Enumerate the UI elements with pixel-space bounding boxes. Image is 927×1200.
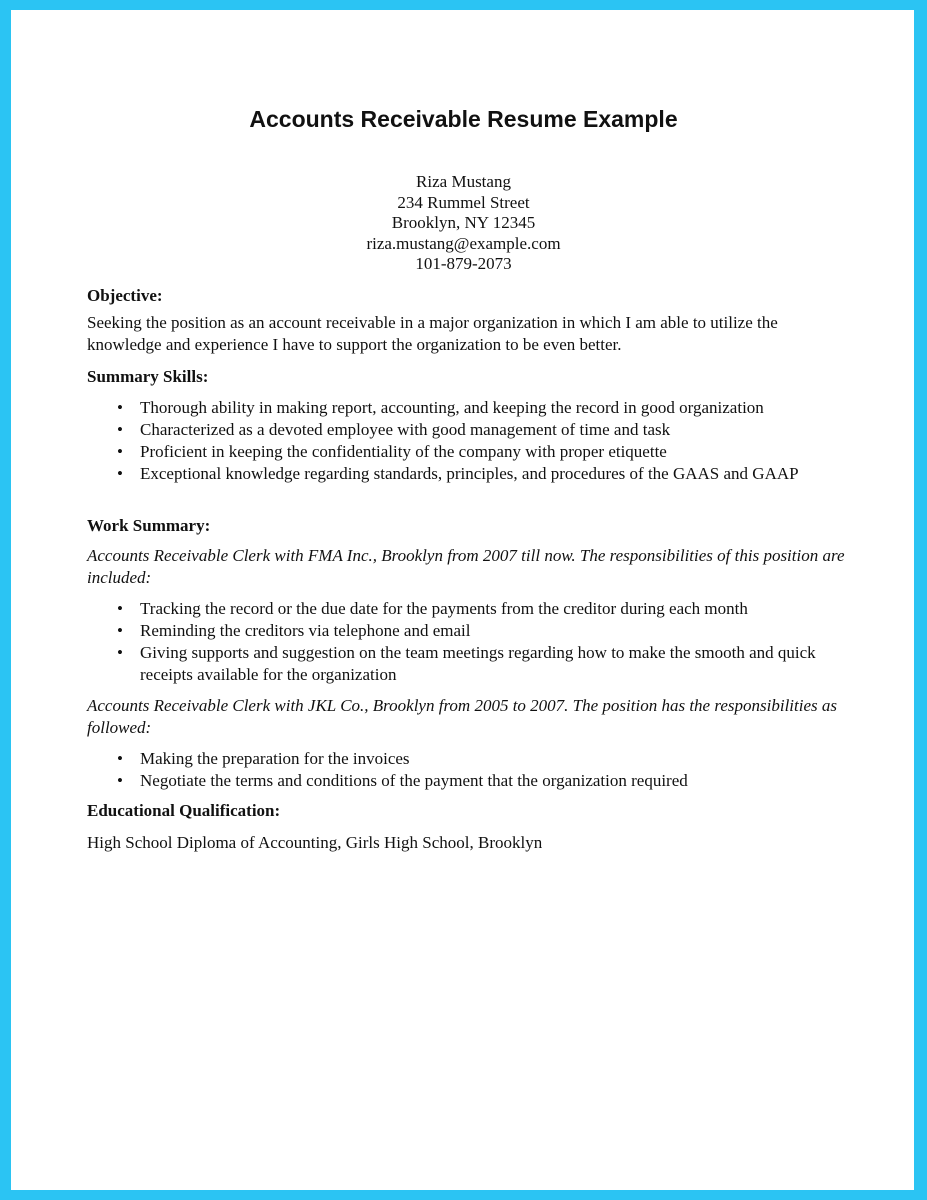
contact-phone: 101-879-2073	[415, 254, 512, 273]
contact-name: Riza Mustang	[416, 172, 511, 191]
duty-text: Giving supports and suggestion on the team meetings regarding how to make the smooth and quick receipts available for the organization	[140, 643, 816, 684]
education-text: High School Diploma of Accounting, Girls High School, Brooklyn	[87, 833, 543, 852]
work-heading: Work Summary:	[87, 516, 211, 535]
education-heading: Educational Qualification:	[87, 801, 281, 820]
duty-text: Negotiate the terms and conditions of the payment that the organization required	[140, 771, 688, 790]
work-section	[87, 515, 847, 792]
objective-heading: Objective:	[87, 286, 163, 305]
job-2-duties	[87, 748, 847, 792]
list-item	[87, 642, 847, 686]
document-title: Accounts Receivable Resume Example	[249, 106, 678, 132]
job-intro-2: Accounts Receivable Clerk with JKL Co., Brooklyn from 2005 to 2007. The position has the responsibilities as followed:	[87, 696, 837, 737]
contact-city: Brooklyn, NY 12345	[391, 213, 536, 232]
list-item	[87, 441, 847, 463]
contact-street: 234 Rummel Street	[397, 192, 530, 212]
skills-heading: Summary Skills:	[87, 367, 209, 386]
duty-text: Tracking the record or the due date for the payments from the creditor during each month	[140, 599, 748, 618]
skill-text: Exceptional knowledge regarding standards, principles, and procedures of the GAAS and GAAP	[140, 464, 799, 483]
list-item	[87, 598, 847, 620]
bullet-icon: •	[117, 599, 123, 618]
job-intro-1: Accounts Receivable Clerk with FMA Inc., Brooklyn from 2007 till now. The responsibilities of this position are included:	[87, 546, 845, 587]
duty-text: Making the preparation for the invoices	[140, 749, 410, 768]
bullet-icon: •	[117, 442, 123, 461]
objective-section	[87, 285, 847, 356]
contact-email: riza.mustang@example.com	[366, 233, 561, 253]
objective-text: Seeking the position as an account receivable in a major organization in which I am able to utilize the knowledge and experience I have to support the organization to be even better.	[87, 313, 778, 354]
skill-text: Proficient in keeping the confidentiality of the company with proper etiquette	[140, 442, 667, 461]
contact-block	[0, 172, 927, 275]
bullet-icon: •	[117, 621, 123, 640]
bullet-icon: •	[117, 643, 123, 662]
bullet-icon: •	[117, 420, 123, 439]
skills-list	[87, 397, 847, 485]
list-item	[87, 419, 847, 441]
bullet-icon: •	[117, 398, 123, 417]
bullet-icon: •	[117, 464, 123, 483]
list-item	[87, 463, 847, 485]
list-item	[87, 620, 847, 642]
duty-text: Reminding the creditors via telephone and email	[140, 621, 471, 640]
skills-section	[87, 366, 847, 485]
list-item	[87, 748, 847, 770]
bullet-icon: •	[117, 771, 123, 790]
bullet-icon: •	[117, 749, 123, 768]
list-item	[87, 770, 847, 792]
education-section	[87, 800, 847, 854]
skill-text: Thorough ability in making report, accounting, and keeping the record in good organization	[140, 398, 764, 417]
list-item	[87, 397, 847, 419]
skill-text: Characterized as a devoted employee with good management of time and task	[140, 420, 671, 439]
job-1-duties	[87, 598, 847, 686]
